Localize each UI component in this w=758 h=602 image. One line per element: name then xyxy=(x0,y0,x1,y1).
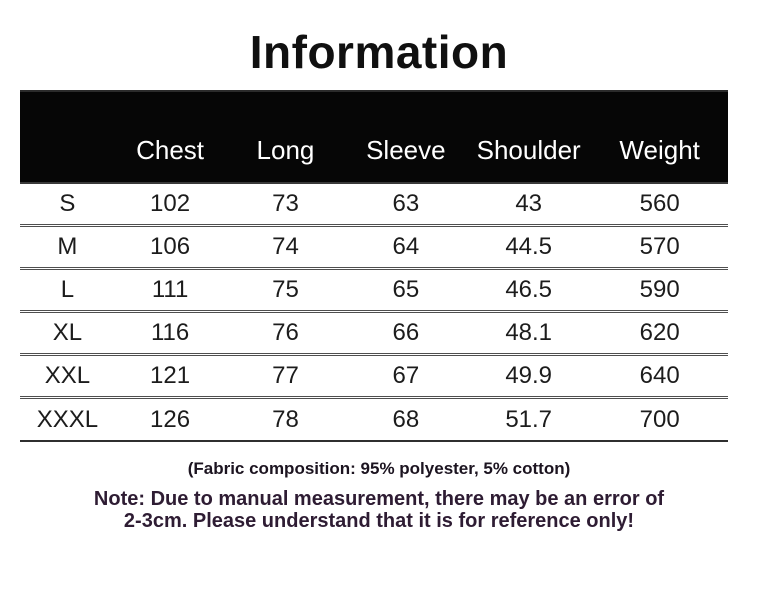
cell-chest: 106 xyxy=(150,233,191,260)
cell-sleeve: 64 xyxy=(392,233,420,260)
cell-long: 73 xyxy=(272,190,299,217)
cell-sleeve: 63 xyxy=(392,190,420,217)
page-title: Information xyxy=(249,26,509,78)
fabric-composition-note: (Fabric composition: 95% polyester, 5% cotton) xyxy=(187,459,571,478)
cell-shoulder: 46.5 xyxy=(505,276,553,303)
header-cell-weight: Weight xyxy=(619,135,700,165)
cell-sleeve: 66 xyxy=(392,319,420,346)
cell-size: M xyxy=(57,233,78,260)
cell-long: 74 xyxy=(272,233,299,260)
cell-sleeve: 67 xyxy=(392,362,420,389)
header-cell-sleeve: Sleeve xyxy=(366,135,446,165)
cell-shoulder: 44.5 xyxy=(505,233,553,260)
cell-chest: 121 xyxy=(150,362,191,389)
cell-shoulder: 43 xyxy=(515,190,543,217)
cell-weight: 590 xyxy=(639,276,680,303)
table-row-m xyxy=(20,227,728,270)
cell-weight: 640 xyxy=(639,362,680,389)
cell-weight: 700 xyxy=(639,405,680,433)
header-cell-long: Long xyxy=(256,135,315,165)
cell-long: 77 xyxy=(272,362,299,389)
table-row-xxl xyxy=(20,356,728,399)
cell-chest: 126 xyxy=(150,405,191,433)
cell-size: XXXL xyxy=(36,405,99,433)
table-header-row xyxy=(20,90,728,184)
header-cell-chest: Chest xyxy=(136,135,205,165)
table-row-s xyxy=(20,184,728,227)
header-cell-shoulder: Shoulder xyxy=(476,135,581,165)
cell-shoulder: 51.7 xyxy=(505,405,553,433)
cell-long: 78 xyxy=(272,405,299,433)
cell-long: 75 xyxy=(272,276,299,303)
cell-chest: 116 xyxy=(150,319,190,346)
cell-weight: 570 xyxy=(639,233,680,260)
cell-size: L xyxy=(60,276,75,303)
cell-weight: 620 xyxy=(639,319,680,346)
cell-size: XL xyxy=(52,319,83,346)
measurement-note-line1: Note: Due to manual measurement, there may be an error of xyxy=(93,488,665,510)
cell-size: XXL xyxy=(44,362,91,389)
table-row-xxxl xyxy=(20,399,728,442)
cell-shoulder: 49.9 xyxy=(505,362,553,389)
cell-shoulder: 48.1 xyxy=(505,319,553,346)
cell-weight: 560 xyxy=(639,190,680,217)
cell-sleeve: 68 xyxy=(392,405,420,433)
table-row-l xyxy=(20,270,728,313)
size-table xyxy=(20,90,728,442)
cell-chest: 102 xyxy=(150,190,191,217)
cell-sleeve: 65 xyxy=(392,276,420,303)
measurement-note-line2: 2-3cm. Please understand that it is for reference only! xyxy=(123,510,635,532)
table-row-xl xyxy=(20,313,728,356)
cell-size: S xyxy=(59,190,76,217)
cell-long: 76 xyxy=(272,319,299,346)
measurement-note xyxy=(0,488,758,532)
cell-chest: 111 xyxy=(151,276,189,303)
